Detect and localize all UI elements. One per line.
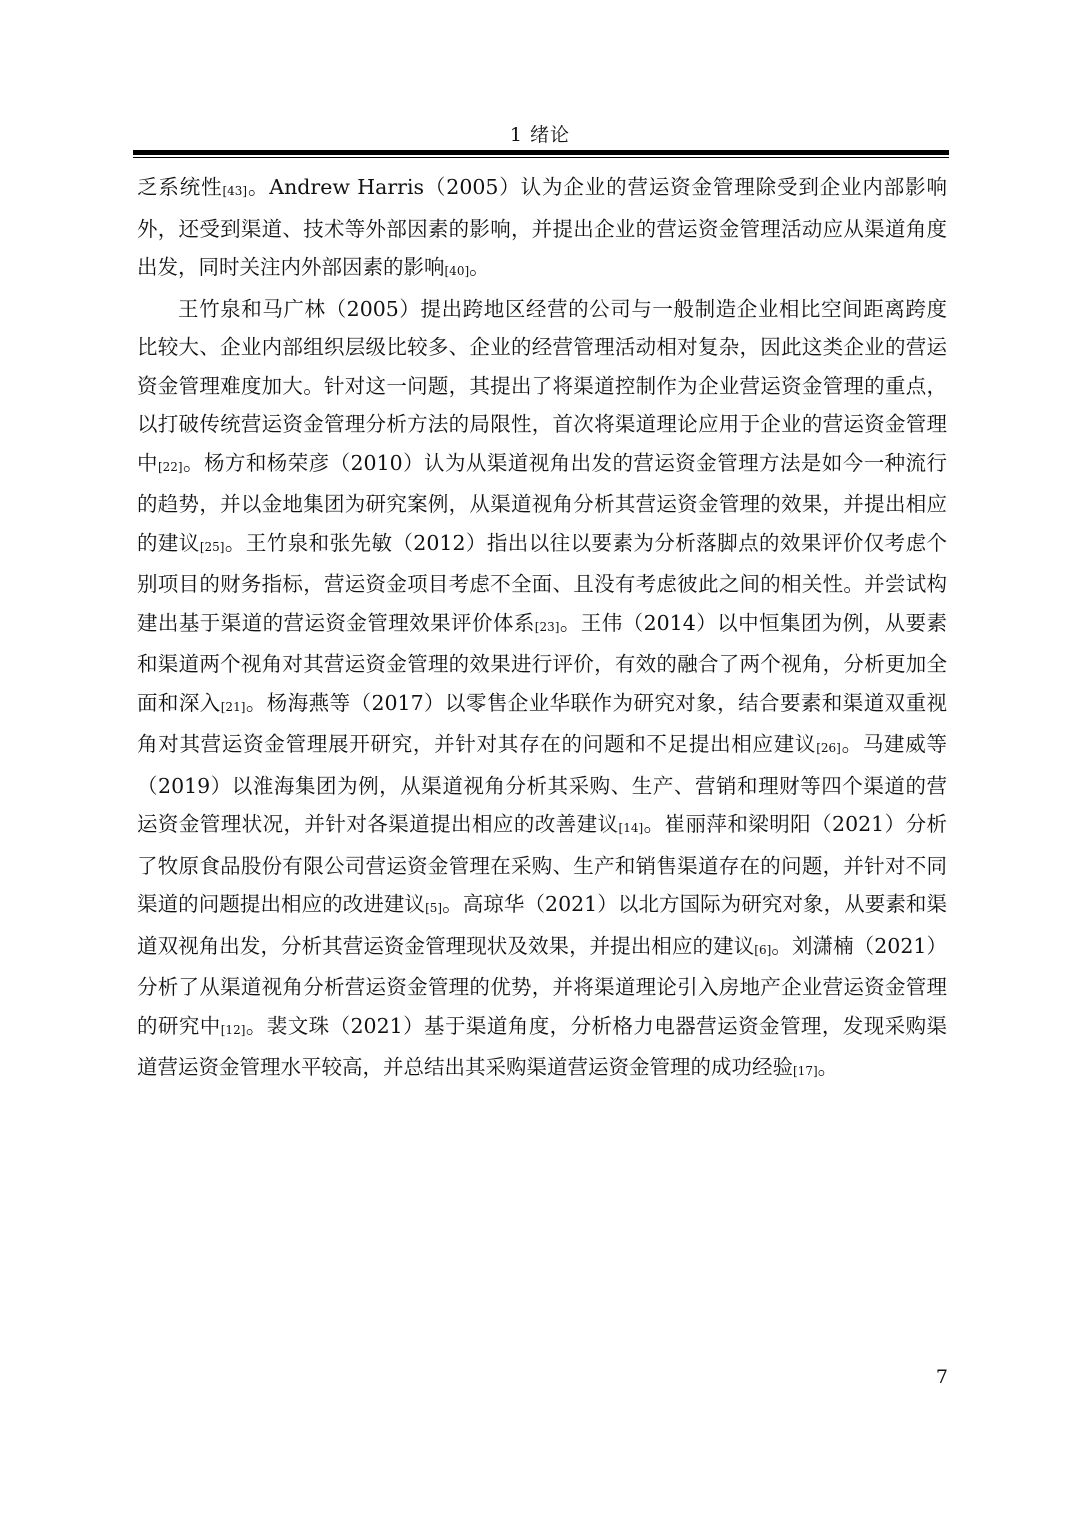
citation-marker: [5] xyxy=(425,901,443,915)
paragraph-1 xyxy=(137,168,947,290)
text-run: 。崔丽萍和梁明阳（2021）分析了牧原食品股份有限公司营运资金管理在采购、生产和销售渠道存在的问题，并针对不同渠道的问题提出相应的改进建议 xyxy=(137,812,948,916)
citation-marker: [23] xyxy=(534,619,560,634)
text-run: 。Andrew Harris（2005）认为企业的营运资金管理除受到企业内部影响外，还受到渠道、技术等外部因素的影响，并提出企业的营运资金管理活动应从渠道角度出发，同时关注内外部因素的影响 xyxy=(137,175,947,279)
citation-marker: [21] xyxy=(220,699,246,714)
citation-marker: [40] xyxy=(444,264,470,278)
text-run: 。王伟（2014）以中恒集团为例，从要素和渠道两个视角对其营运资金管理的效果进行评价，有效的融合了两个视角，分析更加全面和深入 xyxy=(137,610,947,715)
text-run: 。马建威等（2019）以淮海集团为例，从渠道视角分析其采购、生产、营销和理财等四个渠道的营运资金管理状况，并针对各渠道提出相应的改善建议 xyxy=(137,732,948,836)
paragraph-2 xyxy=(137,290,947,1090)
citation-marker: [14] xyxy=(618,821,644,835)
citation-marker: [25] xyxy=(199,539,225,554)
citation-marker: [12] xyxy=(220,1022,246,1037)
text-run: 。杨海燕等（2017）以零售企业华联作为研究对象，结合要素和渠道双重视角对其营运资金管理展开研究，并针对其存在的问题和不足提出相应建议 xyxy=(137,690,948,756)
citation-marker: [26] xyxy=(816,741,841,755)
text-run: 乏系统性 xyxy=(137,175,223,199)
citation-marker: [22] xyxy=(157,459,183,474)
citation-marker: [6] xyxy=(754,942,772,957)
chapter-header: 1 绪论 xyxy=(509,124,571,146)
text-run: 。 xyxy=(817,1055,839,1079)
text-run: 。王竹泉和张先敏（2012）指出以往以要素为分析落脚点的效果评价仅考虑个别项目的财务指标，营运资金项目考虑不全面、且没有考虑彼此之间的相关性。并尝试构建出基于渠道的营运资金管理效果评价体系 xyxy=(137,530,948,635)
citation-marker: [43] xyxy=(222,184,248,198)
text-run: 。裴文珠（2021）基于渠道角度，分析格力电器营运资金管理，发现采购渠道营运资金管理水平较高，并总结出其采购渠道营运资金管理的成功经验 xyxy=(137,1013,948,1079)
header-rule-thin xyxy=(133,157,949,158)
body-text xyxy=(137,168,947,1090)
text-run: 。 xyxy=(469,255,490,279)
citation-marker: [17] xyxy=(793,1064,818,1078)
text-run: 王竹泉和马广林（2005）提出跨地区经营的公司与一般制造企业相比空间距离跨度比较大、企业内部组织层级比较多、企业的经营管理活动相对复杂，因此这类企业的营运资金管理难度加大。针对这一问题，其提出了将渠道控制作为企业营运资金管理的重点，以打破传统营运资金管理分析方法的局限性，首次将渠道理论应用于企业的营运资金管理中 xyxy=(137,296,947,475)
text-run: 。刘潇楠（2021）分析了从渠道视角分析营运资金管理的优势，并将渠道理论引入房地产企业营运资金管理的研究中 xyxy=(137,933,948,1038)
text-run: 。高琼华（2021）以北方国际为研究对象，从要素和渠道双视角出发，分析其营运资金管理现状及效果，并提出相应的建议 xyxy=(137,892,948,958)
page-number: 7 xyxy=(935,1366,948,1388)
header-rule-thick xyxy=(133,150,949,155)
text-run: 。杨方和杨荣彦（2010）认为从渠道视角出发的营运资金管理方法是如今一种流行的趋势，并以金地集团为研究案例，从渠道视角分析其营运资金管理的效果，并提出相应的建议 xyxy=(137,450,947,555)
